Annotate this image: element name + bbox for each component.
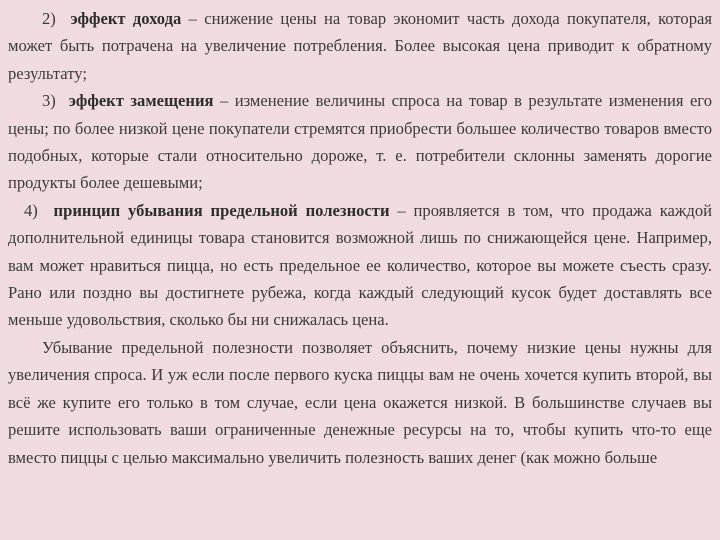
item-number: 4) bbox=[24, 200, 38, 220]
paragraph-explanation bbox=[8, 334, 712, 471]
item-number: 2) bbox=[42, 9, 56, 28]
term-diminishing-marginal-utility: принцип убывания предельной полезности bbox=[53, 200, 390, 220]
paragraph-text: Убывание предельной полезности позволяет объяснить, почему низкие цены нужны для увеличения спроса. И уж если после первого куска пиццы вам не очень хочется купить второй, вы всё же купите его только в том случае, если цена окажется низкой. В большинстве случаев вы решите использовать ваши ограниченные денежные ресурсы на то, чтобы купить что-то еще вместо пиццы с целью максимально увеличить полезность ваших денег (как можно больше bbox=[8, 337, 712, 467]
paragraph-income-effect bbox=[8, 5, 712, 87]
paragraph-text: – снижение цены на товар экономит часть дохода покупателя, которая может быть потрачена на увеличение потребления. Более высокая цена приводит к обратному результату; bbox=[8, 9, 712, 83]
paragraph-substitution-effect bbox=[8, 87, 712, 197]
paragraph-text: – проявляется в том, что продажа каждой дополнительной единицы товара становится возможной лишь по снижающейся цене. Например, вам может нравиться пицца, но есть предельное ее количество, которое вы можете съесть сразу. Рано или поздно вы достигнете рубежа, когда каждый следующий кусок будет доставлять все меньше удовольствия, сколько бы ни снижалась цена. bbox=[8, 200, 713, 330]
term-substitution-effect: эффект замещения bbox=[68, 91, 214, 111]
paragraph-diminishing-utility bbox=[8, 197, 712, 334]
term-income-effect: эффект дохода bbox=[70, 9, 182, 28]
paragraph-text: – изменение величины спроса на товар в результате изменения его цены; по более низкой цене покупатели стремятся приобрести большее количество товаров вместо подобных, которые стали относительно дороже, т. е. потребители склонны заменять дорогие продукты более дешевыми; bbox=[8, 91, 712, 193]
item-number: 3) bbox=[42, 91, 56, 111]
